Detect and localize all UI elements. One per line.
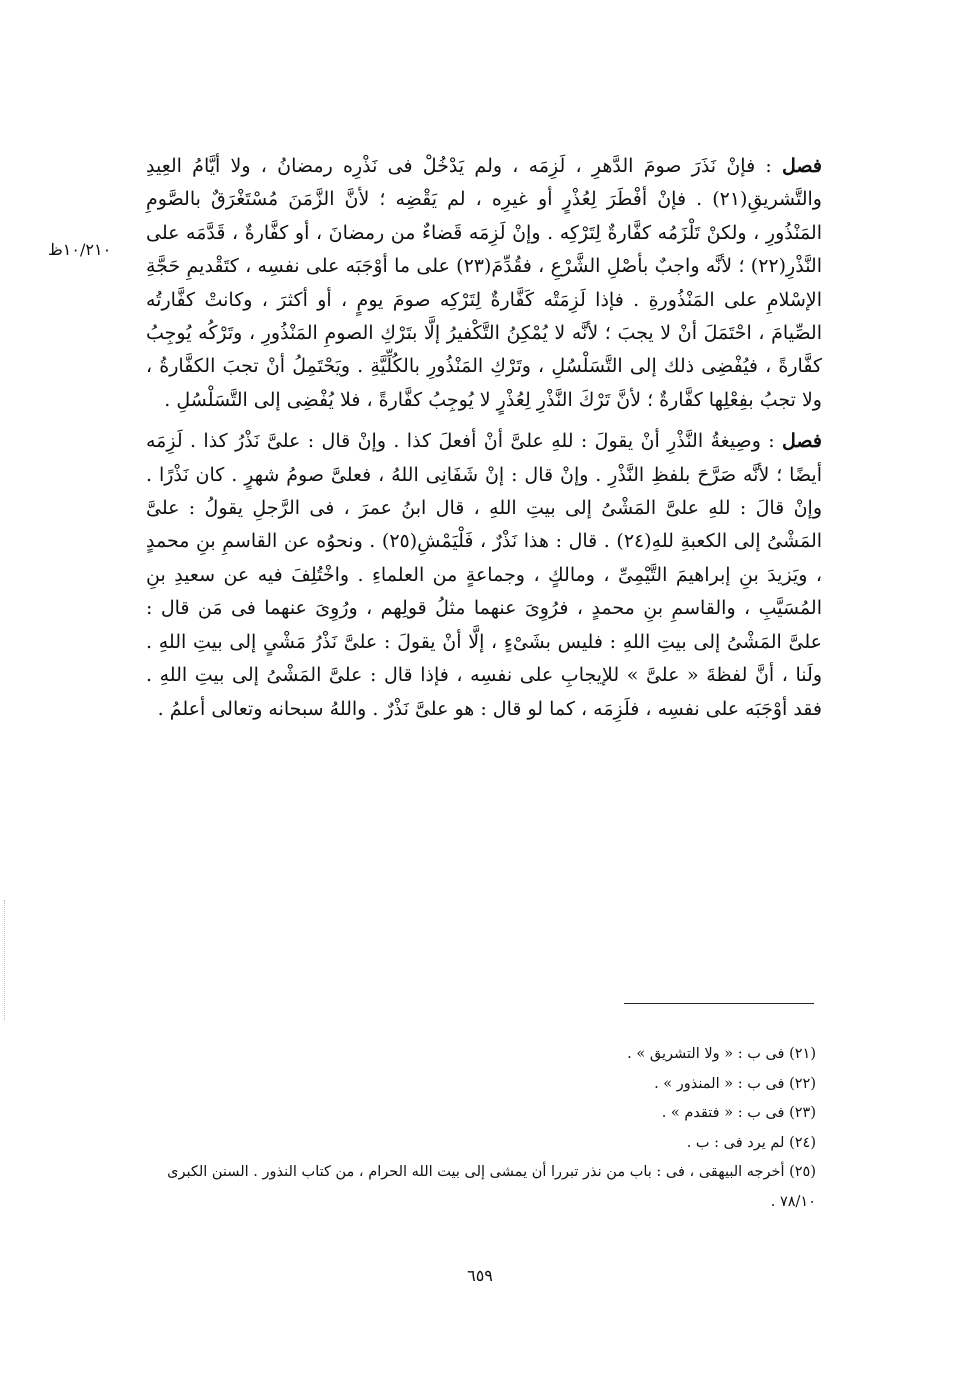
footnotes <box>140 1040 816 1217</box>
section-keyword: فصل <box>782 430 822 453</box>
paragraph-2 <box>146 425 822 726</box>
scan-edge-marks <box>4 900 7 1020</box>
paragraph-text: : فإنْ نَذَرَ صومَ الدَّهرِ ، لَزِمَه ، ولم يَدْخُلْ فى نَذْرِه رمضانُ ، ولا أيَّامُ العِيدِ والتَّشريقِ(۲۱) . فإنْ أفْطَرَ لِعُذْرٍ أو غيرِه ، لم يَقْضِه ؛ لأنَّ الزَّمَنَ مُسْتَغْرَقٌ بالصَّومِ المَنْذُورِ ، ولكنْ تَلْزَمُه كفَّارةٌ لِتَرْكِه . وإنْ لَزِمَه قَضاءٌ من رمضانَ ، أو كفَّارةٌ ، قَدَّمَه على النَّذْرِ(۲۲) ؛ لأنَّه واجبٌ بأصْلِ الشَّرْعِ ، فقُدِّمَ(۲۳) على ما أوْجَبَه على نفسِه ، كتَقْديمِ حَجَّةِ الإسْلامِ على المَنْذُورةِ . فإذا لَزِمَتْه كَفَّارةٌ لِتَرْكِه صومَ يومٍ ، أو أكثرَ ، وكانتْ كفَّارتُه الصِّيامَ ، احْتَمَلَ أنْ لا يجبَ ؛ لأنَّه لا يُمْكِنُ التَّكْفيرُ إلَّا بتَرْكِ الصومِ المَنْذُورِ ، وتَرْكُه يُوجِبُ كفَّارةً ، فيُفْضِى ذلك إلى التَّسَلْسُلِ ، وتَرْكِ المَنْذُورِ بالكُلِّيَّةِ . ويَحْتَمِلُ أنْ تجبَ الكفَّارةُ ، ولا تجبُ بفِعْلِها كفَّارةٌ ؛ لأنَّ تَرْكَ النَّذْرِ لِعُذْرٍ لا يُوجِبُ كفَّارةً ، فلا يُفْضِى إلى التَّسَلْسُلِ . <box>146 155 823 411</box>
page-number: ٦٥٩ <box>467 1266 493 1285</box>
footnote: (۲۱) فى ب : « ولا التشريق » . <box>627 1046 816 1062</box>
footnote-divider <box>624 1003 814 1004</box>
footnote: (۲٥) أخرجه البيهقى ، فى : باب من نذر تبررا أن يمشى إلى بيت الله الحرام ، من كتاب النذور . السنن الكبرى ۷۸/۱۰ . <box>167 1164 816 1210</box>
paragraph-text: : وصِيغةُ النَّذْرِ أنْ يقولَ : للهِ علىَّ أنْ أفعلَ كذا . وإنْ قال : علىَّ نَذْرُ كذا . لَزِمَه أيضًا ؛ لأنَّه صَرَّحَ بلفظِ النَّذْرِ . وإنْ قال : إنْ شَفَانِى اللهُ ، فعلىَّ صومُ شهرٍ . كان نَذْرًا . وإنْ قالَ : للهِ علىَّ المَشْىُ إلى بيتِ اللهِ ، قال ابنُ عمرَ ، فى الرَّجلِ يقولُ : علىَّ المَشْىُ إلى الكعبةِ للهِ(۲٤) . قال : هذا نَذْرٌ ، فَلْيَمْشِ(۲٥) . ونحوُه عن القاسمِ بنِ محمدٍ ، ويَزيدَ بنِ إبراهيمَ التَّيْمِىِّ ، ومالكٍ ، وجماعةٍ من العلماءِ . واخْتُلِفَ فيه عن سعيدِ بنِ المُسَيَّبِ ، والقاسمِ بنِ محمدٍ ، فرُوِىَ عنهما مثلُ قولِهم ، ورُوِىَ عنهما فى مَن قال : علىَّ المَشْىُ إلى بيتِ اللهِ : فليس بشَىْءٍ ، إلَّا أنْ يقولَ : علىَّ نَذْرُ مَشْىٍ إلى بيتِ اللهِ . ولَنا ، أنَّ لفظةَ « علىَّ » للإيجابِ على نفسِه ، فإذا قال : علىَّ المَشْىُ إلى بيتِ اللهِ . فقد أوْجَبَه على نفسِه ، فلَزِمَه ، كما لو قال : هو علىَّ نَذْرٌ . واللهُ سبحانه وتعالى أعلمُ . <box>146 430 823 720</box>
footnote: (۲٤) لم يرد فى : ب . <box>686 1134 816 1151</box>
margin-folio-note: ۱۰/۲۱۰ظ <box>48 240 112 259</box>
footnote: (۲۳) فى ب : « فتقدم » . <box>661 1105 816 1121</box>
section-keyword: فصل <box>782 155 822 177</box>
paragraph-1 <box>146 150 822 417</box>
main-text <box>146 150 822 726</box>
footnote: (۲۲) فى ب : « المنذور » . <box>654 1075 816 1092</box>
